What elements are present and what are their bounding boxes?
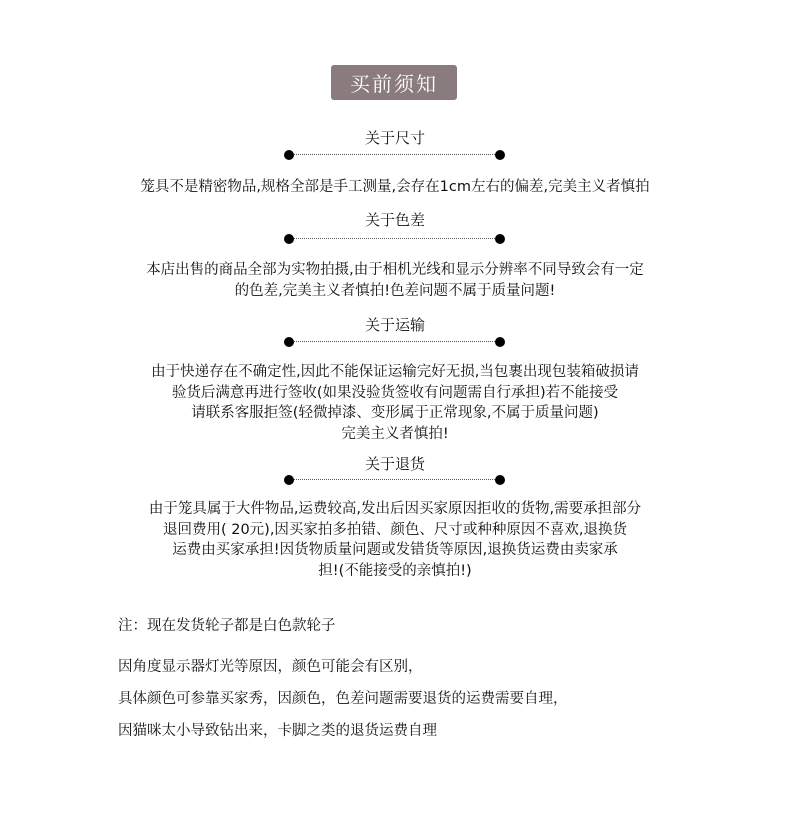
text-line: 运费由买家承担!因货物质量问题或发错货等原因,退换货运费由卖家承	[172, 542, 618, 558]
section-heading-shipping: 关于运输	[364, 316, 425, 334]
divider-dot-icon	[284, 234, 294, 244]
section-heading-size: 关于尺寸	[364, 129, 425, 147]
text-line: 验货后满意再进行签收(如果没验货签收有问题需自行承担)若不能接受	[171, 384, 619, 401]
note-line: 因猫咪太小导致钻出来，卡脚之类的退货运费自理	[118, 723, 437, 739]
text-line: 由于快递存在不确定性,因此不能保证运输完好无损,当包裹出现包装箱破损请	[151, 364, 639, 380]
section-divider	[284, 233, 505, 245]
section-divider	[284, 149, 505, 161]
divider-dot-icon	[284, 150, 294, 160]
section-text-shipping	[90, 362, 700, 444]
divider-dot-icon	[495, 234, 505, 244]
divider-dot-icon	[284, 475, 294, 485]
section-text-color	[90, 260, 700, 301]
page-title-badge	[331, 65, 457, 100]
divider-dot-icon	[495, 150, 505, 160]
divider-dot-icon	[495, 337, 505, 347]
section-heading-returns: 关于退货	[364, 455, 425, 473]
page-title: 买前须知	[350, 72, 438, 96]
divider-dot-icon	[284, 337, 294, 347]
section-divider	[284, 474, 505, 486]
text-line: 请联系客服拒签(轻微掉漆、变形属于正常现象,不属于质量问题)	[191, 405, 599, 421]
section-heading-color: 关于色差	[364, 211, 425, 229]
note-line: 注：现在发货轮子都是白色款轮子	[118, 618, 336, 634]
text-line: 退回费用( 20元),因买家拍多拍错、颜色、尺寸或种种原因不喜欢,退换货	[162, 521, 628, 538]
text-line: 的色差,完美主义者慎拍!色差问题不属于质量问题!	[234, 282, 556, 299]
text-line: 由于笼具属于大件物品,运费较高,发出后因买家原因拒收的货物,需要承担部分	[148, 501, 642, 517]
text-line: 担!(不能接受的亲慎拍!)	[318, 562, 472, 579]
section-text-size	[90, 177, 700, 198]
section-divider	[284, 336, 505, 348]
note-line: 因角度显示器灯光等原因，颜色可能会有区别，	[118, 659, 423, 675]
text-line: 本店出售的商品全部为实物拍摄,由于相机光线和显示分辨率不同导致会有一定	[146, 262, 644, 278]
text-line: 笼具不是精密物品,规格全部是手工测量,会存在1cm左右的偏差,完美主义者慎拍	[140, 179, 650, 195]
divider-dot-icon	[495, 475, 505, 485]
note-line: 具体颜色可参靠买家秀，因颜色，色差问题需要退货的运费需要自理，	[118, 691, 568, 707]
text-line: 完美主义者慎拍!	[341, 425, 449, 442]
section-text-returns	[90, 499, 700, 581]
